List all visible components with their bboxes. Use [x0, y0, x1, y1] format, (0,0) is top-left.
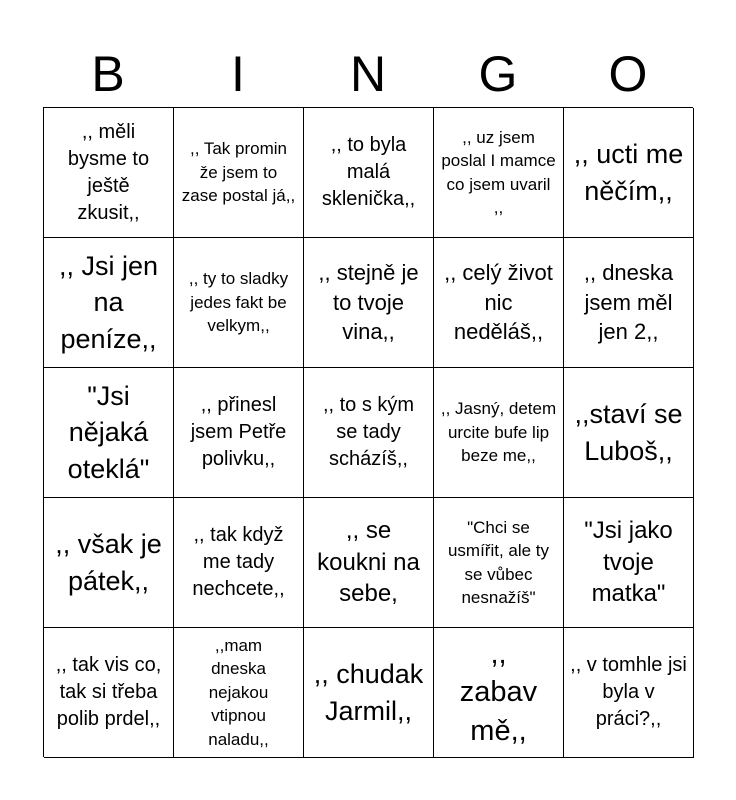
- bingo-cell-text: ,, ucti me něčím,,: [573, 139, 684, 206]
- bingo-cell-r3c1[interactable]: [44, 368, 174, 498]
- header-letter-i: I: [231, 46, 245, 102]
- bingo-cell-r2c3[interactable]: [304, 238, 434, 368]
- header-letter-o: O: [608, 46, 648, 102]
- bingo-cell-text: ,, přinesl jsem Petře polivku,,: [190, 394, 287, 470]
- bingo-cell-text: "Jsi jako tvoje matka": [584, 516, 673, 608]
- bingo-cell-r3c2[interactable]: [174, 368, 304, 498]
- bingo-cell-r1c2[interactable]: [174, 108, 304, 238]
- bingo-cell-text: ,, to s kým se tady scházíš,,: [322, 394, 415, 470]
- bingo-cell-r3c5[interactable]: [564, 368, 694, 498]
- bingo-cell-r2c2[interactable]: [174, 238, 304, 368]
- bingo-cell-text: ,, celý život nic neděláš,,: [444, 260, 553, 345]
- bingo-cell-r2c5[interactable]: [564, 238, 694, 368]
- bingo-cell-text: ,, se koukni na sebe,: [317, 516, 420, 608]
- bingo-cell-text: ,, stejně je to tvoje vina,,: [318, 260, 419, 345]
- bingo-cell-r4c2[interactable]: [174, 498, 304, 628]
- bingo-cell-text: ,, tak když me tady nechcete,,: [192, 524, 285, 600]
- bingo-cell-text: ,, zabav mě,,: [459, 637, 538, 747]
- bingo-cell-r3c3[interactable]: [304, 368, 434, 498]
- bingo-cell-text: ,, Jasný, detem urcite bufe lip beze me,,: [440, 399, 557, 466]
- bingo-cell-text: ,, Jsi jen na peníze,,: [58, 250, 159, 354]
- bingo-cell-text: ,, ty to sladky jedes fakt be velkym,,: [188, 269, 289, 336]
- bingo-cell-r5c2[interactable]: [174, 628, 304, 758]
- bingo-cell-r2c4[interactable]: [434, 238, 564, 368]
- bingo-cell-text: "Jsi nějaká oteklá": [67, 380, 150, 484]
- bingo-cell-r3c4[interactable]: [434, 368, 564, 498]
- bingo-cell-text: "Chci se usmířit, ale ty se vůbec nesnažíš": [447, 517, 550, 607]
- header-letter-b: B: [91, 46, 125, 102]
- bingo-cell-r5c4[interactable]: [434, 628, 564, 758]
- bingo-cell-text: ,, však je pátek,,: [55, 529, 162, 596]
- bingo-cell-text: ,,mam dneska nejakou vtipnou naladu,,: [208, 635, 269, 749]
- bingo-cell-text: ,, v tomhle jsi byla v práci?,,: [570, 654, 687, 730]
- header-letter-n: N: [349, 46, 387, 102]
- bingo-cell-text: ,, to byla malá sklenička,,: [321, 134, 416, 210]
- bingo-header: [43, 40, 693, 108]
- bingo-cell-r4c3[interactable]: [304, 498, 434, 628]
- bingo-cell-text: ,, dneska jsem měl jen 2,,: [583, 260, 674, 345]
- bingo-cell-r2c1[interactable]: [44, 238, 174, 368]
- bingo-cell-r1c3[interactable]: [304, 108, 434, 238]
- bingo-cell-r1c4[interactable]: [434, 108, 564, 238]
- bingo-cell-text: ,, uz jsem poslal I mamce co jsem uvaril ,,: [441, 127, 556, 217]
- bingo-cell-text: ,,staví se Luboš,,: [574, 399, 683, 466]
- bingo-cell-r4c5[interactable]: [564, 498, 694, 628]
- bingo-cell-text: ,, Tak promin že jsem to zase postal já,,: [181, 139, 296, 206]
- bingo-cell-r5c3[interactable]: [304, 628, 434, 758]
- bingo-cell-r1c5[interactable]: [564, 108, 694, 238]
- bingo-card-grid: [43, 107, 693, 757]
- bingo-cell-text: ,, měli bysme to ještě zkusit,,: [67, 120, 150, 224]
- bingo-cell-r5c5[interactable]: [564, 628, 694, 758]
- bingo-cell-r5c1[interactable]: [44, 628, 174, 758]
- bingo-cell-r1c1[interactable]: [44, 108, 174, 238]
- bingo-cell-text: ,, chudak Jarmil,,: [313, 659, 424, 726]
- bingo-cell-text: ,, tak vis co, tak si třeba polib prdel,,: [55, 654, 162, 730]
- bingo-cell-r4c4[interactable]: [434, 498, 564, 628]
- bingo-cell-r4c1[interactable]: [44, 498, 174, 628]
- header-letter-g: G: [478, 46, 518, 102]
